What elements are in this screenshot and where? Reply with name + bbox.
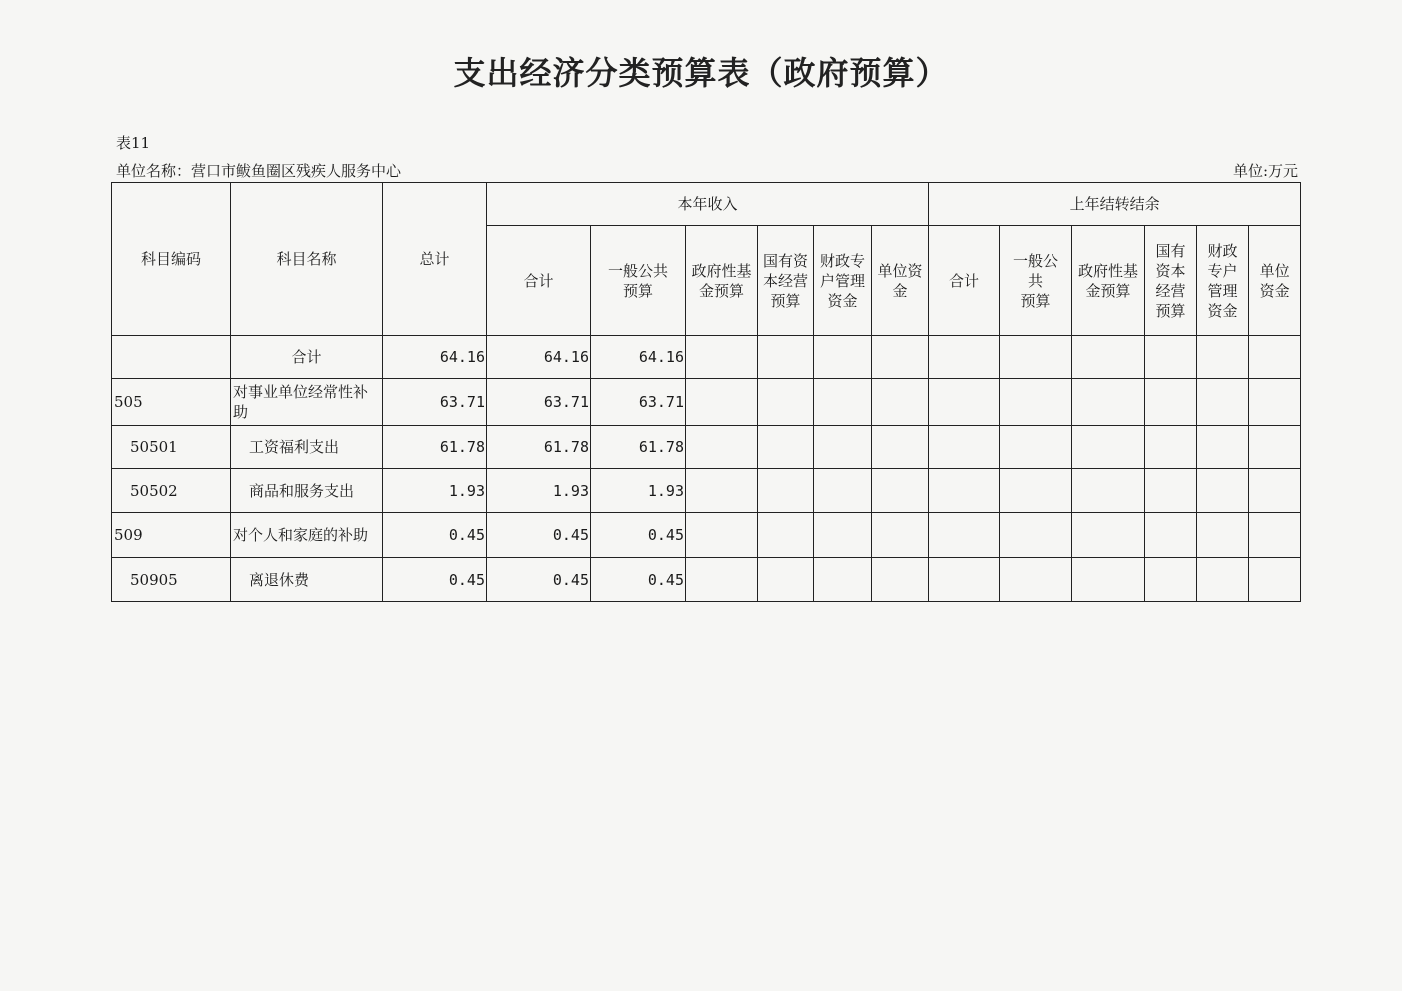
row-name: 合计: [231, 336, 383, 379]
header-code: 科目编码: [112, 183, 231, 336]
row-total: 64.16: [383, 336, 487, 379]
row-cy-general: 63.71: [591, 379, 686, 426]
table-row: [112, 469, 1301, 513]
unit-name: 单位名称：营口市鲅鱼圈区残疾人服务中心: [116, 162, 402, 180]
table-row: [112, 426, 1301, 469]
row-cy-total: 63.71: [487, 379, 591, 426]
row-total: 63.71: [383, 379, 487, 426]
row-code: 505: [112, 379, 231, 426]
row-cy-total: 64.16: [487, 336, 591, 379]
header-total: 总计: [383, 183, 487, 336]
row-cy-general: 0.45: [591, 513, 686, 558]
header-cy-state-capital: 国有资 本经营 预算: [758, 226, 814, 336]
header-py-special: 财政 专户 管理 资金: [1197, 226, 1249, 336]
row-total: 0.45: [383, 558, 487, 602]
header-py-general: 一般公 共 预算: [1000, 226, 1072, 336]
header-py-state-capital: 国有 资本 经营 预算: [1145, 226, 1197, 336]
row-total: 0.45: [383, 513, 487, 558]
row-cy-general: 1.93: [591, 469, 686, 513]
row-code: 50501: [112, 426, 231, 469]
header-name: 科目名称: [231, 183, 383, 336]
budget-table: [111, 182, 1301, 602]
table-row: [112, 336, 1301, 379]
row-cy-general: 61.78: [591, 426, 686, 469]
row-cy-total: 0.45: [487, 513, 591, 558]
table-row: [112, 513, 1301, 558]
table-row: [112, 379, 1301, 426]
header-py-fund: 政府性基 金预算: [1072, 226, 1145, 336]
row-cy-general: 0.45: [591, 558, 686, 602]
row-code: [112, 336, 231, 379]
header-current-year-income: 本年收入: [487, 183, 929, 226]
header-cy-total: 合计: [487, 226, 591, 336]
row-cy-general: 64.16: [591, 336, 686, 379]
header-prev-year-carryover: 上年结转结余: [929, 183, 1301, 226]
header-cy-general: 一般公共 预算: [591, 226, 686, 336]
row-cy-total: 1.93: [487, 469, 591, 513]
row-name: 对个人和家庭的补助: [231, 513, 383, 558]
row-cy-total: 61.78: [487, 426, 591, 469]
row-name: 商品和服务支出: [231, 469, 383, 513]
row-code: 50502: [112, 469, 231, 513]
row-total: 61.78: [383, 426, 487, 469]
header-cy-unit: 单位资 金: [872, 226, 929, 336]
row-name: 工资福利支出: [231, 426, 383, 469]
table-row: [112, 558, 1301, 602]
row-cy-total: 0.45: [487, 558, 591, 602]
row-name: 对事业单位经常性补助: [231, 379, 383, 426]
header-py-total: 合计: [929, 226, 1000, 336]
row-total: 1.93: [383, 469, 487, 513]
header-cy-fund: 政府性基 金预算: [686, 226, 758, 336]
row-code: 50905: [112, 558, 231, 602]
table-number: 表11: [116, 134, 151, 152]
page-title: 支出经济分类预算表（政府预算）: [453, 54, 949, 92]
header-cy-special: 财政专 户管理 资金: [814, 226, 872, 336]
row-name: 离退休费: [231, 558, 383, 602]
row-code: 509: [112, 513, 231, 558]
unit-label: 单位:万元: [1232, 162, 1298, 180]
header-py-unit: 单位 资金: [1249, 226, 1301, 336]
